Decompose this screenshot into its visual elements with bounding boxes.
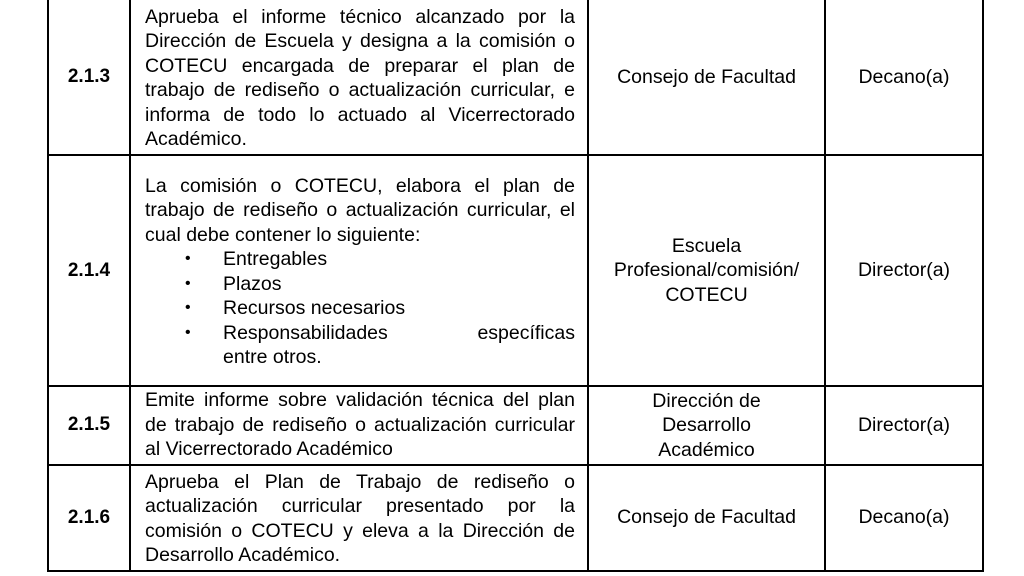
- step-description-text: Aprueba el informe técnico alcanzado por la Dirección de Escuela y designa a la comisión o COTECU encargada de preparar el plan de trabajo de rediseño o actualización curricular, e informa de todo lo actuado al Vicerrectorado Académico.: [145, 5, 575, 150]
- deliverables-list: [145, 247, 575, 370]
- step-approver: Director(a): [825, 386, 983, 465]
- step-responsible: Consejo de Facultad: [588, 465, 825, 571]
- step-responsible: Consejo de Facultad: [588, 0, 825, 155]
- step-number: 2.1.4: [48, 155, 130, 386]
- table-row: [48, 386, 983, 465]
- step-description: [130, 0, 588, 155]
- list-item: • Entregables: [185, 248, 328, 270]
- step-responsible: Escuela Profesional/comisión/ COTECU: [588, 155, 825, 386]
- list-item: • Plazos: [185, 272, 282, 295]
- table-row: [48, 465, 983, 571]
- step-number: 2.1.6: [48, 465, 130, 571]
- procedure-table: [47, 0, 984, 572]
- step-approver: Decano(a): [825, 465, 983, 571]
- step-description-text: Emite informe sobre validación técnica del plan de trabajo de rediseño o actualización curricular al Vicerrectorado Académico: [145, 389, 575, 460]
- list-item: • Recursos necesarios: [185, 297, 406, 319]
- bullet-icon: •: [185, 323, 191, 341]
- step-description-text: La comisión o COTECU, elabora el plan de trabajo de rediseño o actualización curricular, el cual debe contener lo siguiente:: [145, 174, 575, 246]
- step-approver: Decano(a): [825, 0, 983, 155]
- list-item: [185, 321, 575, 370]
- step-description: [130, 155, 588, 386]
- table-row: [48, 0, 983, 155]
- step-number: 2.1.3: [48, 0, 130, 155]
- step-description: [130, 465, 588, 571]
- bullet-icon: •: [185, 299, 191, 316]
- bullet-icon: •: [185, 274, 191, 292]
- step-description-text: Aprueba el Plan de Trabajo de rediseño o actualización curricular presentado por la comisión o COTECU y eleva a la Dirección de Desarrollo Académico.: [145, 470, 575, 566]
- list-item-line: Responsabilidades específicas: [223, 321, 575, 344]
- table-row: [48, 155, 983, 386]
- step-approver: Director(a): [825, 155, 983, 386]
- step-description: [130, 386, 588, 465]
- list-item-line: entre otros.: [223, 346, 322, 368]
- step-number: 2.1.5: [48, 386, 130, 465]
- bullet-icon: •: [185, 250, 191, 267]
- step-responsible: Dirección de Desarrollo Académico: [588, 386, 825, 465]
